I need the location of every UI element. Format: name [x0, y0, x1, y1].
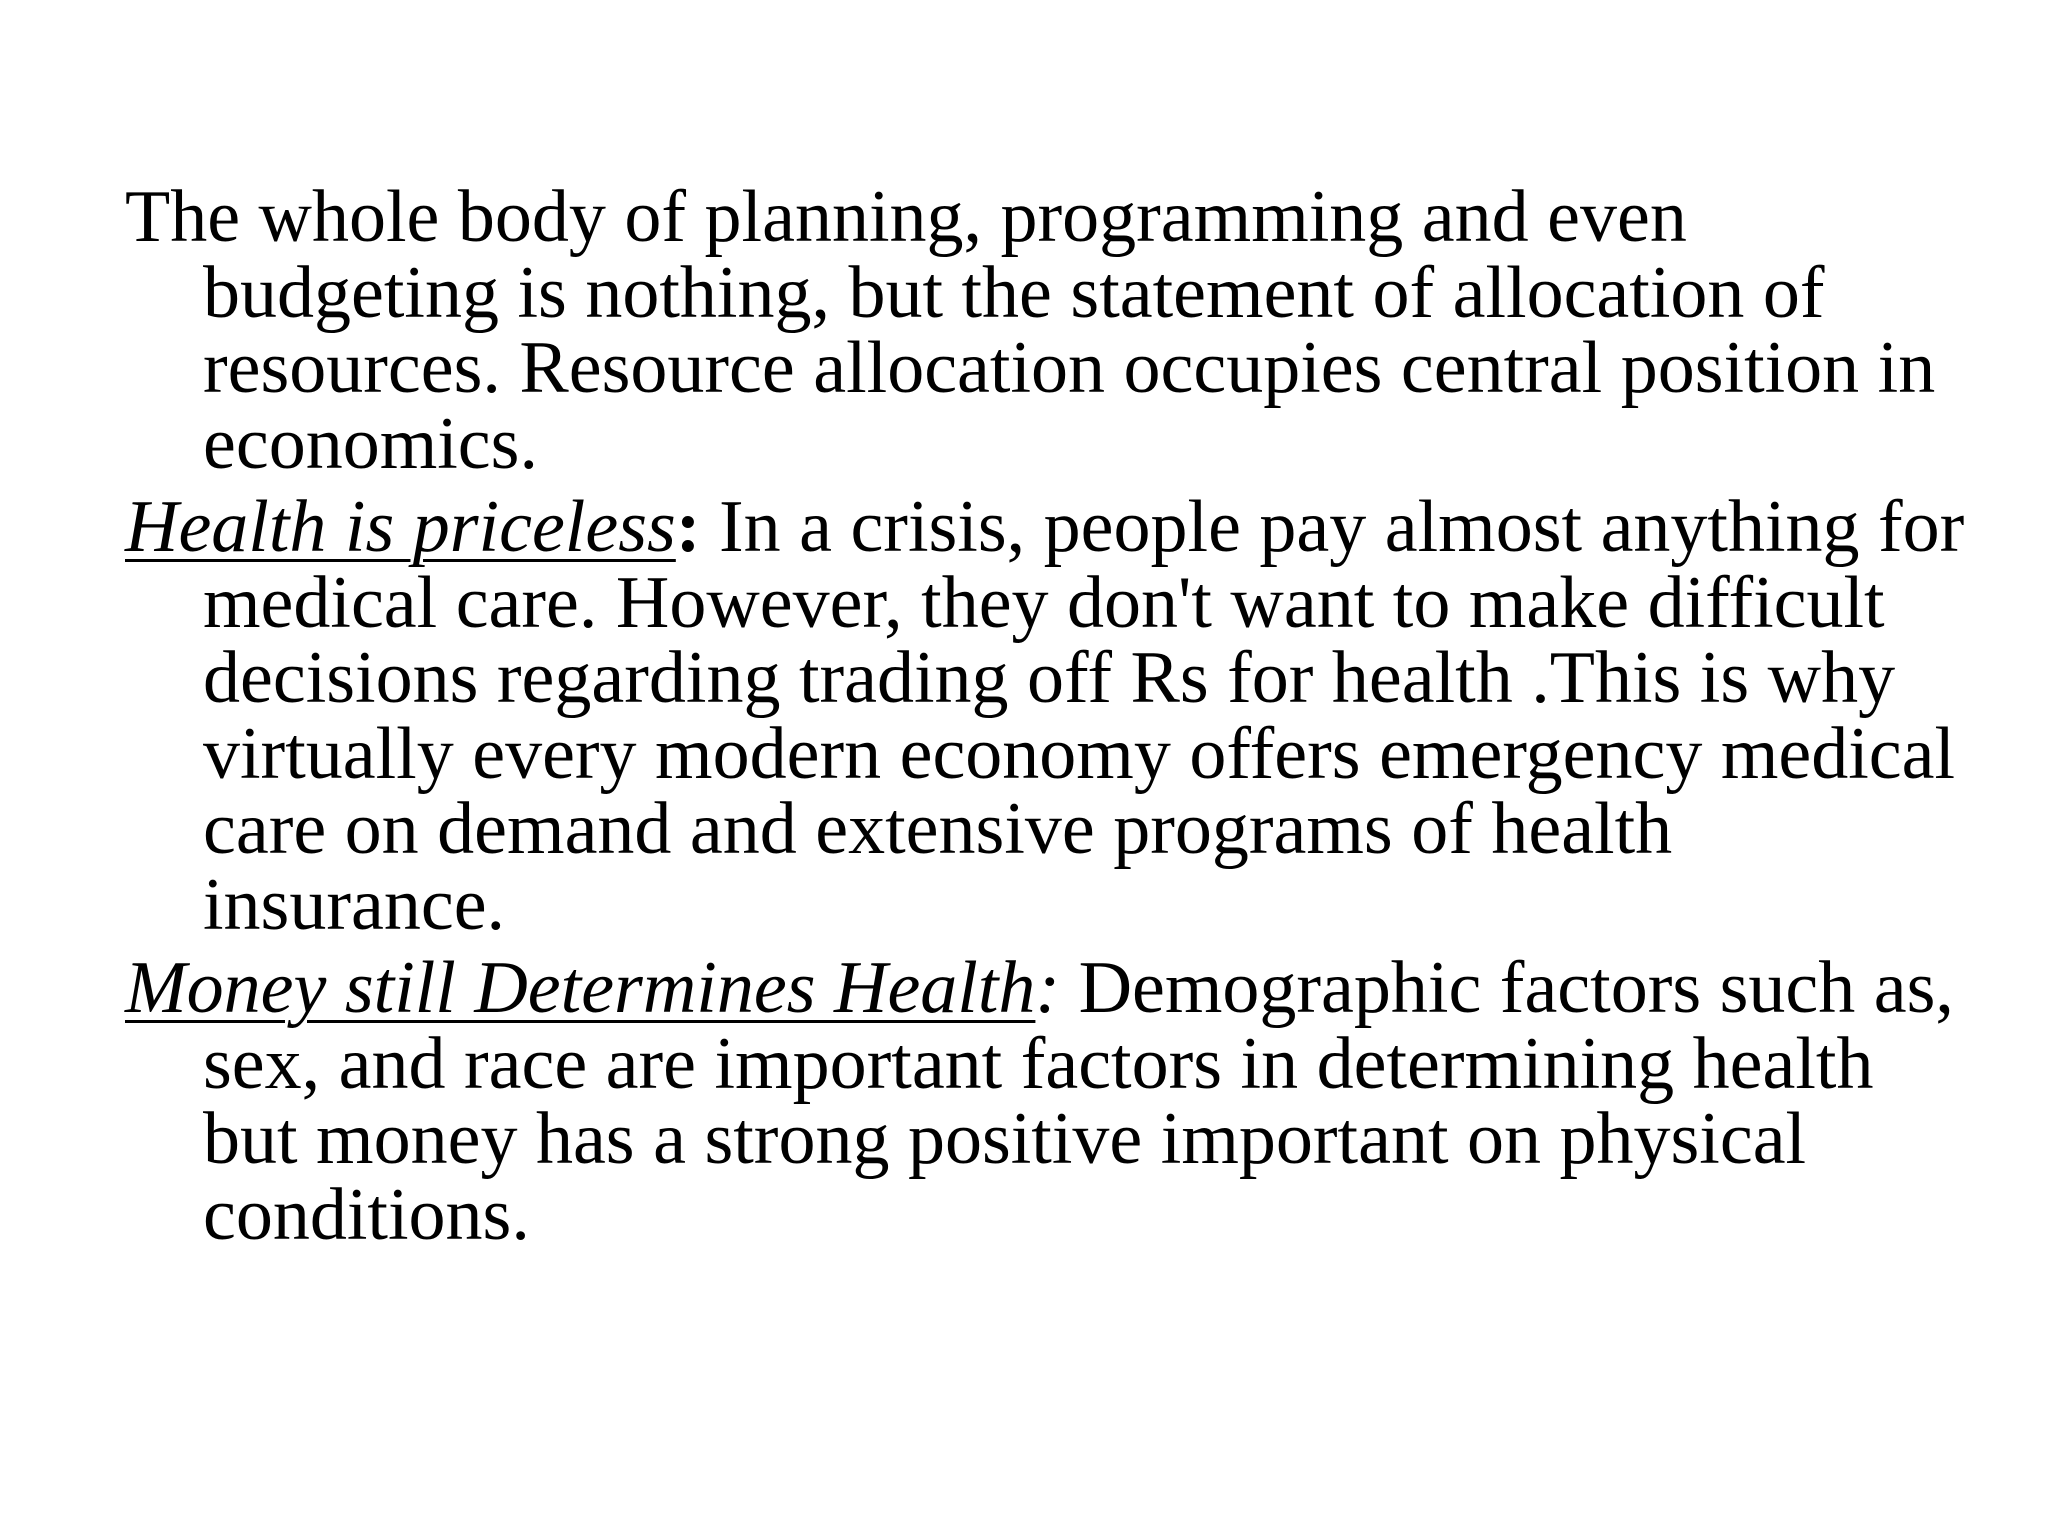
paragraph-text: The whole body of planning, programming and even budgeting is nothing, but the statement of allocation of resources. Resource allocation occupies central position in economics.: [125, 176, 1936, 485]
paragraph-text: In a crisis, people pay almost anything for medical care. However, they don't want to make difficult decisions regarding trading off Rs for health .This is why virtually every modern economy offers emergency medical care on demand and extensive programs of health insurance.: [203, 486, 1965, 946]
heading-separator: :: [1035, 947, 1061, 1029]
paragraph-heading: Money still Determines Health: [125, 947, 1036, 1029]
paragraph-money-determines-health: [125, 947, 1975, 1256]
paragraph-health-is-priceless: [125, 486, 1975, 946]
slide-body: [125, 176, 1975, 1261]
paragraph-heading: Health is priceless: [125, 486, 676, 568]
paragraph-resource-allocation: [125, 176, 1975, 485]
paragraph-text: Demographic factors such as, sex, and race are important factors in determining health but money has a strong positive important on physical conditions.: [203, 947, 1954, 1256]
heading-separator: :: [675, 486, 701, 568]
